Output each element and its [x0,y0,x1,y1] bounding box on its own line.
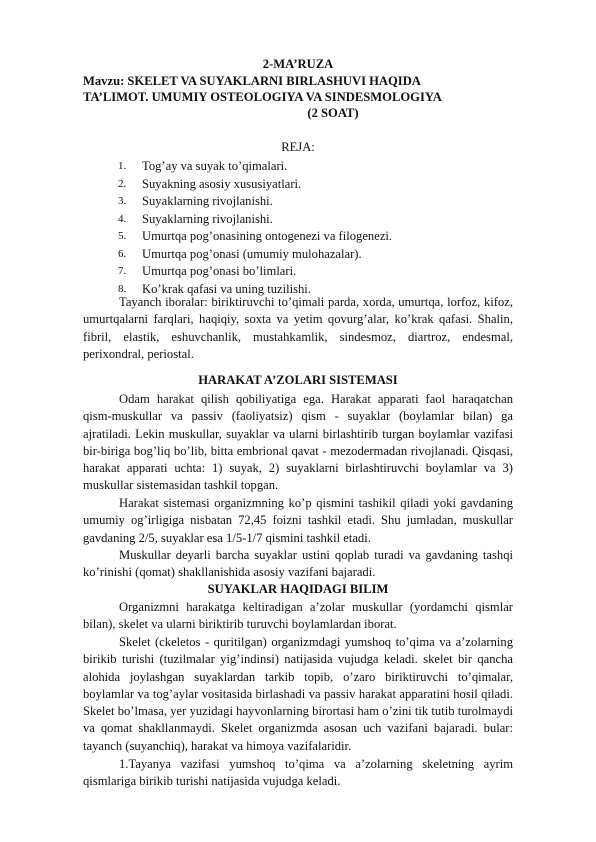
plan-item-number: 5. [118,230,127,242]
lecture-topic [83,73,523,121]
paragraph-text: Organizmni harakatga keltiradigan a’zolar muskullar (yordamchi qismlar bilan), skelet va ularni biriktirib turuvchi boylamlardan iborat. [83,600,513,632]
plan-item [118,211,392,229]
paragraph-text: Skelet (ckeletos - quritilgan) organizmdagi yumshoq to’qima va a’zolarning birikib turishi (tuzilmalar yig’indinsi) natijasida vujudga keladi. skelet bir qancha alohida joylashgan suyaklardan tarkib topib, o’zaro biriktiruvchi to’qimalar, boylamlar va tog’aylar vositasida birlashadi va passiv harakat apparatini hosil qiladi. Skelet bo’lmasa, yer yuzidagi hayvonlarning birortasi ham o’zini tik tutib turolmaydi va qomat shakllanmaydi. Skelet organizmda asosan uch vazifani bajaradi. bular: tayanch (suyanchiq), harakat va himoya vazifalaridir. [83,635,513,753]
paragraph-text: Harakat sistemasi organizmning ko’p qismini tashikil qiladi yoki gavdaning umumiy og’irligiga nisbatan 72,45 foizni tashkil etadi. Shu jumladan, muskullar gavdaning 2/5, suyaklar esa 1/5-1/7 qismini tashkil etadi. [83,496,513,545]
plan-item [118,246,392,264]
plan-item-number: 8. [118,282,127,295]
plan-item-number: 4. [118,212,127,225]
plan-item-text: Umurtqa pog’onasi (umumiy mulohazalar). [142,246,362,261]
topic-line-1: Mavzu: SKELET VA SUYAKLARNI BIRLASHUVI HAQIDA [83,74,421,88]
topic-hours: (2 SOAT) [307,106,359,120]
plan-item-text: Ko’krak qafasi va uning tuzilishi. [142,281,311,296]
paragraph [83,756,513,791]
plan-item [118,176,392,194]
paragraph [83,599,513,634]
keywords-paragraph [83,294,513,363]
paragraph [83,634,513,755]
plan-item [118,158,392,176]
plan-item-text: Suyaklarning rivojlanishi. [142,211,273,226]
paragraph [83,547,513,582]
plan-item-number: 2. [118,177,127,190]
plan-item-number: 3. [118,195,127,207]
plan-item [118,263,392,281]
plan-item [118,193,392,211]
plan-item-number: 6. [118,247,127,260]
plan-item-text: Tog’ay va suyak to’qimalari. [142,159,288,173]
paragraph-text: Odam harakat qilish qobiliyatiga ega. Harakat apparati faol haraqatchan qism-muskullar va passiv (faoliyatsiz) qism - suyaklar (boylamlar bilan) ga ajratiladi. Lekin muskullar, suyaklar va ularni birlashtirib turgan boylamlar vazifasi bir-biriga bog’liq bo’lib, bitta embrional qavat - mezodermadan rivojlanadi. Qisqasi, harakat apparati uchta: 1) suyak, 2) suyaklarni birlashtiruvchi boylamlar va 3) muskullar sistemasidan tashkil topgan. [83,392,513,493]
paragraph-text: Muskullar deyarli barcha suyaklar ustini qoplab turadi va gavdaning tashqi ko’rinishi (qomat) shakllanishida asosiy vazifani bajaradi. [83,548,513,580]
plan-list [118,158,392,298]
plan-item-text: Umurtqa pog’onasining ontogenezi va filogenezi. [142,229,393,243]
plan-item-number: 7. [118,265,127,277]
paragraph-text: 1.Tayanya vazifasi yumshoq to’qima va a’zolarning skeletning ayrim qismlariga birikib turishi natijasida vujudga keladi. [83,757,513,789]
paragraph [83,391,513,495]
plan-title: REJA: [281,140,315,154]
lecture-number: 2-MA’RUZA [262,57,334,71]
plan-item-number: 1. [118,160,127,172]
paragraph [83,495,513,547]
section-heading-bones: SUYAKLAR HAQIDAGI BILIM [207,582,389,596]
keywords-text: Tayanch iboralar: biriktiruvchi to’qimali parda, xorda, umurtqa, lorfoz, kifoz, umurtqalarni farqlari, haqiqiy, soxta va yetim qovurg’alar, ko’krak qafasi. Shalin, fibril, elastik, eshuvchanlik, mustahkamlik, sindesmoz, diartroz, endesmal, perixondral, periostal. [83,295,513,361]
plan-item-text: Suyaklarning rivojlanishi. [142,194,273,208]
section-heading-movement-system: HARAKAT A’ZOLARI SISTEMASI [198,373,398,387]
topic-line-2: TA’LIMOT. UMUMIY OSTEOLOGIYA VA SINDESMOLOGIYA [83,90,442,104]
plan-item-text: Suyakning asosiy xususiyatlari. [142,176,302,191]
plan-item-text: Umurtqa pog’onasi bo’limlari. [142,264,297,278]
plan-item [118,228,392,246]
